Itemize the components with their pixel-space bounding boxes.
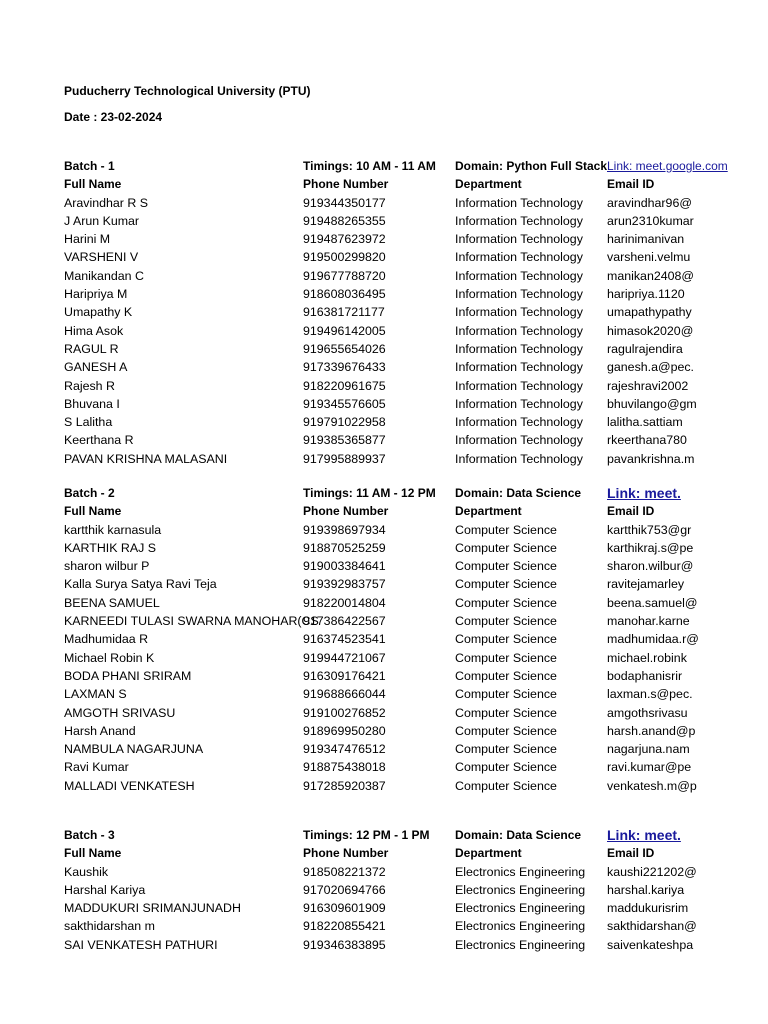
phone-number-cell: 919344350177 bbox=[303, 195, 386, 210]
column-header: Email ID bbox=[607, 846, 655, 861]
phone-number-cell: 918969950280 bbox=[303, 723, 386, 738]
batch-timings: Timings: 10 AM - 11 AM bbox=[303, 159, 436, 173]
phone-number-cell: 919385365877 bbox=[303, 433, 386, 448]
department-cell: Information Technology bbox=[455, 415, 583, 430]
batch-header-row bbox=[0, 826, 768, 844]
email-id-cell: bhuvilango@gm bbox=[607, 396, 697, 411]
phone-number-cell: 919688666044 bbox=[303, 687, 386, 702]
table-row bbox=[0, 777, 768, 795]
full-name-cell: Bhuvana I bbox=[64, 396, 120, 411]
full-name-cell: Kaushik bbox=[64, 864, 109, 879]
table-row bbox=[0, 881, 768, 899]
email-id-cell: nagarjuna.nam bbox=[607, 742, 690, 757]
phone-number-cell: 919347476512 bbox=[303, 742, 386, 757]
phone-number-cell: 917285920387 bbox=[303, 778, 386, 793]
column-header: Email ID bbox=[607, 177, 655, 192]
full-name-cell: Ravi Kumar bbox=[64, 760, 129, 775]
department-cell: Information Technology bbox=[455, 433, 583, 448]
batch-header-row bbox=[0, 157, 768, 175]
table-row bbox=[0, 704, 768, 722]
department-cell: Information Technology bbox=[455, 268, 583, 283]
email-id-cell: rajeshravi2002 bbox=[607, 378, 689, 393]
email-id-cell: harsh.anand@p bbox=[607, 723, 696, 738]
meet-link[interactable]: Link: meet.google.com bbox=[607, 159, 728, 173]
department-cell: Information Technology bbox=[455, 378, 583, 393]
phone-number-cell: 919398697934 bbox=[303, 522, 386, 537]
department-cell: Computer Science bbox=[455, 760, 557, 775]
email-id-cell: umapathypathy bbox=[607, 305, 692, 320]
full-name-cell: Kalla Surya Satya Ravi Teja bbox=[64, 577, 217, 592]
email-id-cell: pavankrishna.m bbox=[607, 451, 695, 466]
department-cell: Computer Science bbox=[455, 668, 557, 683]
table-row bbox=[0, 340, 768, 358]
table-row bbox=[0, 649, 768, 667]
full-name-cell: Madhumidaa R bbox=[64, 632, 149, 647]
table-row bbox=[0, 521, 768, 539]
department-cell: Computer Science bbox=[455, 742, 557, 757]
email-id-cell: harinimanivan bbox=[607, 232, 685, 247]
table-row bbox=[0, 612, 768, 630]
table-row bbox=[0, 395, 768, 413]
email-id-cell: beena.samuel@ bbox=[607, 595, 698, 610]
department-cell: Computer Science bbox=[455, 705, 557, 720]
department-cell: Electronics Engineering bbox=[455, 864, 586, 879]
phone-number-cell: 916309601909 bbox=[303, 901, 386, 916]
email-id-cell: venkatesh.m@p bbox=[607, 778, 697, 793]
phone-number-cell: 916309176421 bbox=[303, 668, 386, 683]
table-row bbox=[0, 667, 768, 685]
table-row bbox=[0, 267, 768, 285]
full-name-cell: RAGUL R bbox=[64, 341, 119, 356]
table-row bbox=[0, 557, 768, 575]
column-header-row bbox=[0, 844, 768, 862]
column-header: Phone Number bbox=[303, 177, 389, 192]
department-cell: Computer Science bbox=[455, 614, 557, 629]
full-name-cell: Michael Robin K bbox=[64, 650, 155, 665]
table-row bbox=[0, 594, 768, 612]
table-row bbox=[0, 758, 768, 776]
department-cell: Computer Science bbox=[455, 595, 557, 610]
phone-number-cell: 919488265355 bbox=[303, 213, 386, 228]
phone-number-cell: 918220855421 bbox=[303, 919, 386, 934]
table-row bbox=[0, 539, 768, 557]
page-title: Puducherry Technological University (PTU) bbox=[64, 84, 311, 98]
phone-number-cell: 919655654026 bbox=[303, 341, 386, 356]
table-row bbox=[0, 630, 768, 648]
full-name-cell: Manikandan C bbox=[64, 268, 144, 283]
email-id-cell: karthikraj.s@pe bbox=[607, 540, 694, 555]
department-cell: Computer Science bbox=[455, 540, 557, 555]
phone-number-cell: 918220961675 bbox=[303, 378, 386, 393]
batch-section-3 bbox=[0, 826, 768, 954]
department-cell: Computer Science bbox=[455, 650, 557, 665]
batch-domain: Domain: Data Science bbox=[455, 828, 582, 842]
column-header: Phone Number bbox=[303, 504, 389, 519]
batch-header-row bbox=[0, 484, 768, 502]
table-row bbox=[0, 685, 768, 703]
phone-number-cell: 919003384641 bbox=[303, 559, 386, 574]
phone-number-cell: 918508221372 bbox=[303, 864, 386, 879]
department-cell: Electronics Engineering bbox=[455, 937, 586, 952]
email-id-cell: ragulrajendira bbox=[607, 341, 683, 356]
phone-number-cell: 916374523541 bbox=[303, 632, 386, 647]
full-name-cell: VARSHENI V bbox=[64, 250, 139, 265]
email-id-cell: kaushi221202@ bbox=[607, 864, 697, 879]
table-row bbox=[0, 936, 768, 954]
full-name-cell: sakthidarshan m bbox=[64, 919, 155, 934]
email-id-cell: himasok2020@ bbox=[607, 323, 694, 338]
department-cell: Computer Science bbox=[455, 559, 557, 574]
email-id-cell: laxman.s@pec. bbox=[607, 687, 693, 702]
email-id-cell: haripriya.1120 bbox=[607, 287, 685, 302]
phone-number-cell: 919346383895 bbox=[303, 937, 386, 952]
email-id-cell: madhumidaa.r@ bbox=[607, 632, 699, 647]
full-name-cell: Harshal Kariya bbox=[64, 882, 146, 897]
department-cell: Computer Science bbox=[455, 687, 557, 702]
email-id-cell: arun2310kumar bbox=[607, 213, 694, 228]
batch-timings: Timings: 12 PM - 1 PM bbox=[303, 828, 430, 842]
full-name-cell: BODA PHANI SRIRAM bbox=[64, 668, 192, 683]
department-cell: Computer Science bbox=[455, 522, 557, 537]
table-row bbox=[0, 358, 768, 376]
department-cell: Computer Science bbox=[455, 778, 557, 793]
batch-domain: Domain: Data Science bbox=[455, 486, 582, 500]
batch-domain: Domain: Python Full Stack bbox=[455, 159, 608, 173]
phone-number-cell: 919487623972 bbox=[303, 232, 386, 247]
phone-number-cell: 919496142005 bbox=[303, 323, 386, 338]
full-name-cell: PAVAN KRISHNA MALASANI bbox=[64, 451, 228, 466]
phone-number-cell: 919100276852 bbox=[303, 705, 386, 720]
phone-number-cell: 918608036495 bbox=[303, 287, 386, 302]
table-row bbox=[0, 722, 768, 740]
batch-label: Batch - 2 bbox=[64, 486, 115, 500]
email-id-cell: ganesh.a@pec. bbox=[607, 360, 694, 375]
column-header: Full Name bbox=[64, 846, 122, 861]
department-cell: Computer Science bbox=[455, 723, 557, 738]
table-row bbox=[0, 917, 768, 935]
full-name-cell: MADDUKURI SRIMANJUNADH bbox=[64, 901, 241, 916]
department-cell: Information Technology bbox=[455, 360, 583, 375]
table-row bbox=[0, 303, 768, 321]
department-cell: Information Technology bbox=[455, 195, 583, 210]
table-row bbox=[0, 230, 768, 248]
full-name-cell: Hima Asok bbox=[64, 323, 124, 338]
full-name-cell: LAXMAN S bbox=[64, 687, 127, 702]
full-name-cell: Haripriya M bbox=[64, 287, 128, 302]
table-row bbox=[0, 322, 768, 340]
batch-section-1 bbox=[0, 157, 768, 468]
column-header: Email ID bbox=[607, 504, 655, 519]
batch-label: Batch - 3 bbox=[64, 828, 115, 842]
department-cell: Computer Science bbox=[455, 577, 557, 592]
phone-number-cell: 919392983757 bbox=[303, 577, 386, 592]
department-cell: Information Technology bbox=[455, 396, 583, 411]
full-name-cell: NAMBULA NAGARJUNA bbox=[64, 742, 204, 757]
full-name-cell: Harsh Anand bbox=[64, 723, 136, 738]
full-name-cell: GANESH A bbox=[64, 360, 128, 375]
table-row bbox=[0, 450, 768, 468]
full-name-cell: Rajesh R bbox=[64, 378, 115, 393]
full-name-cell: MALLADI VENKATESH bbox=[64, 778, 195, 793]
department-cell: Information Technology bbox=[455, 213, 583, 228]
email-id-cell: maddukurisrim bbox=[607, 901, 689, 916]
full-name-cell: BEENA SAMUEL bbox=[64, 595, 160, 610]
phone-number-cell: 919500299820 bbox=[303, 250, 386, 265]
email-id-cell: bodaphanisrir bbox=[607, 668, 683, 683]
department-cell: Electronics Engineering bbox=[455, 919, 586, 934]
table-row bbox=[0, 212, 768, 230]
full-name-cell: Umapathy K bbox=[64, 305, 133, 320]
full-name-cell: Harini M bbox=[64, 232, 111, 247]
department-cell: Information Technology bbox=[455, 451, 583, 466]
full-name-cell: S Lalitha bbox=[64, 415, 113, 430]
column-header-row bbox=[0, 502, 768, 520]
department-cell: Information Technology bbox=[455, 232, 583, 247]
department-cell: Information Technology bbox=[455, 323, 583, 338]
email-id-cell: amgothsrivasu bbox=[607, 705, 688, 720]
batch-section-2 bbox=[0, 484, 768, 795]
column-header: Department bbox=[455, 846, 522, 861]
full-name-cell: Keerthana R bbox=[64, 433, 134, 448]
email-id-cell: ravi.kumar@pe bbox=[607, 760, 692, 775]
department-cell: Information Technology bbox=[455, 250, 583, 265]
department-cell: Electronics Engineering bbox=[455, 901, 586, 916]
table-row bbox=[0, 248, 768, 266]
phone-number-cell: 916381721177 bbox=[303, 305, 385, 320]
department-cell: Information Technology bbox=[455, 287, 583, 302]
phone-number-cell: 918870525259 bbox=[303, 540, 386, 555]
column-header: Department bbox=[455, 177, 522, 192]
phone-number-cell: 919944721067 bbox=[303, 650, 386, 665]
full-name-cell: SAI VENKATESH PATHURI bbox=[64, 937, 218, 952]
table-row bbox=[0, 899, 768, 917]
table-row bbox=[0, 194, 768, 212]
phone-number-cell: 919345576605 bbox=[303, 396, 386, 411]
phone-number-cell: 917339676433 bbox=[303, 360, 386, 375]
department-cell: Computer Science bbox=[455, 632, 557, 647]
email-id-cell: varsheni.velmu bbox=[607, 250, 691, 265]
meet-link[interactable]: Link: meet. bbox=[607, 485, 681, 501]
batch-timings: Timings: 11 AM - 12 PM bbox=[303, 486, 436, 500]
department-cell: Electronics Engineering bbox=[455, 882, 586, 897]
table-row bbox=[0, 413, 768, 431]
full-name-cell: kartthik karnasula bbox=[64, 522, 162, 537]
column-header: Phone Number bbox=[303, 846, 389, 861]
column-header-row bbox=[0, 175, 768, 193]
table-row bbox=[0, 740, 768, 758]
full-name-cell: KARTHIK RAJ S bbox=[64, 540, 157, 555]
full-name-cell: KARNEEDI TULASI SWARNA MANOHAR(CS bbox=[64, 614, 319, 629]
email-id-cell: rkeerthana780 bbox=[607, 433, 687, 448]
email-id-cell: ravitejamarley bbox=[607, 577, 685, 592]
email-id-cell: sharon.wilbur@ bbox=[607, 559, 694, 574]
full-name-cell: sharon wilbur P bbox=[64, 559, 150, 574]
department-cell: Information Technology bbox=[455, 341, 583, 356]
full-name-cell: J Arun Kumar bbox=[64, 213, 140, 228]
department-cell: Information Technology bbox=[455, 305, 583, 320]
phone-number-cell: 917386422567 bbox=[303, 614, 386, 629]
phone-number-cell: 918220014804 bbox=[303, 595, 386, 610]
phone-number-cell: 919677788720 bbox=[303, 268, 386, 283]
email-id-cell: saivenkateshpa bbox=[607, 937, 694, 952]
table-row bbox=[0, 431, 768, 449]
table-row bbox=[0, 285, 768, 303]
email-id-cell: manikan2408@ bbox=[607, 268, 694, 283]
table-row bbox=[0, 377, 768, 395]
column-header: Full Name bbox=[64, 504, 122, 519]
email-id-cell: michael.robink bbox=[607, 650, 687, 665]
full-name-cell: Aravindhar R S bbox=[64, 195, 149, 210]
phone-number-cell: 917995889937 bbox=[303, 451, 386, 466]
email-id-cell: kartthik753@gr bbox=[607, 522, 692, 537]
column-header: Department bbox=[455, 504, 522, 519]
full-name-cell: AMGOTH SRIVASU bbox=[64, 705, 176, 720]
table-row bbox=[0, 863, 768, 881]
report-date: Date : 23-02-2024 bbox=[64, 110, 163, 124]
phone-number-cell: 918875438018 bbox=[303, 760, 386, 775]
phone-number-cell: 917020694766 bbox=[303, 882, 386, 897]
email-id-cell: harshal.kariya bbox=[607, 882, 685, 897]
phone-number-cell: 919791022958 bbox=[303, 415, 386, 430]
column-header: Full Name bbox=[64, 177, 122, 192]
email-id-cell: manohar.karne bbox=[607, 614, 690, 629]
batch-label: Batch - 1 bbox=[64, 159, 115, 173]
email-id-cell: sakthidarshan@ bbox=[607, 919, 697, 934]
meet-link[interactable]: Link: meet. bbox=[607, 827, 681, 843]
email-id-cell: aravindhar96@ bbox=[607, 195, 692, 210]
email-id-cell: lalitha.sattiam bbox=[607, 415, 683, 430]
table-row bbox=[0, 575, 768, 593]
